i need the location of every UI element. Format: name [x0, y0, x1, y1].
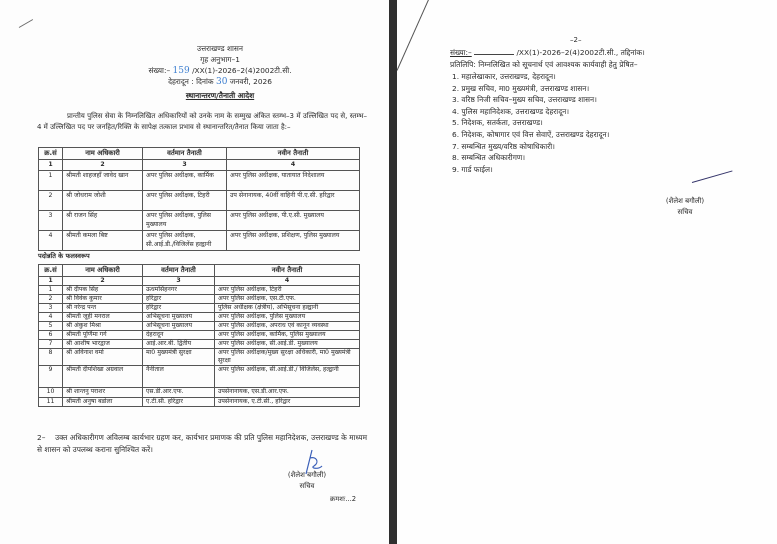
serial-number: 3 [39, 303, 63, 312]
current-posting: मा0 मुख्यमंत्री सुरक्षा [143, 349, 215, 366]
current-posting: ए.टी.सी. हरिद्वार [143, 397, 215, 406]
current-posting: ऊधमसिंहनगर [143, 285, 215, 294]
new-posting: अपर पुलिस अधीक्षक, प्रशिक्षण, पुलिस मुख्यालय [227, 231, 360, 251]
pen-mark [397, 0, 430, 71]
col-number: 1 [39, 276, 63, 285]
ref-suffix: /XX(1)-2026–2(4)2002टी.सी., तद्दिनांक। [516, 48, 645, 57]
table-row [39, 366, 360, 388]
officer-name: श्री आशीष भारद्वाज [63, 340, 143, 349]
officer-name: श्री शान्तनु पराशर [63, 388, 143, 397]
paragraph-number: 2– [37, 433, 46, 442]
col-number: 4 [227, 159, 360, 171]
serial-number: 5 [39, 321, 63, 330]
current-posting: अपर पुलिस अधीक्षक, टिहरी [143, 191, 227, 211]
officer-name: श्रीमती जूही मनराल [63, 312, 143, 321]
serial-number: 3 [39, 211, 63, 231]
ref-label: संख्या:– [450, 48, 472, 57]
signatory-title: सचिव [299, 482, 315, 490]
table-row [39, 231, 360, 251]
serial-number: 8 [39, 349, 63, 366]
officer-name: श्रीमती दीपशिखा अग्रवाल [63, 366, 143, 388]
signatory-block [262, 470, 352, 492]
copy-recipient-list [452, 71, 772, 175]
list-item: 7. सम्बन्धित मुख्य/वरिष्ठ कोषाधिकारी। [452, 141, 555, 151]
officer-name: श्री राजन सिंह [63, 211, 143, 231]
copy-reference [450, 47, 770, 71]
table-row [39, 312, 360, 321]
serial-number: 1 [39, 171, 63, 191]
col-header-new-posting: नवीन तैनाती [215, 265, 360, 277]
new-posting: अपर पुलिस अधीक्षक, सी.आई.डी. मुख्यालय [215, 340, 360, 349]
officer-name: श्री जोधराम जोशी [63, 191, 143, 211]
table-row [39, 321, 360, 330]
officer-name: श्री अंकुश मिश्रा [63, 321, 143, 330]
signatory-name: (शैलेश बगौली) [665, 197, 705, 205]
current-posting: अपर पुलिस अधीक्षक, कार्मिक [143, 171, 227, 191]
order-subject: स्थानान्तरण/तैनाती आदेश [185, 91, 255, 100]
new-posting: अपर पुलिस अधीक्षक/मुख्य सुरक्षा अधिकारी, मा0 मुख्यमंत्री सुरक्षा [215, 349, 360, 366]
col-header-name: नाम अधिकारी [63, 265, 143, 277]
handwritten-ref-number: 159 [172, 66, 190, 76]
list-item: 5. निदेशक, सतर्कता, उत्तराखण्ड। [452, 118, 543, 128]
list-item: 8. सम्बन्धित अधिकारीगण। [452, 153, 526, 163]
col-number: 3 [143, 276, 215, 285]
col-header-sn: क्र.सं [39, 265, 63, 277]
signatory-block [640, 196, 730, 218]
list-item: 9. गार्ड फाईल। [452, 164, 493, 174]
new-posting: अपर पुलिस अधीक्षक, सी.आई.डी./ विजिलेंस, हल्द्वानी [215, 366, 360, 388]
place-date [60, 76, 380, 87]
current-posting: अपर पुलिस अधीक्षक, पुलिस मुख्यालय [143, 211, 227, 231]
table-row [39, 388, 360, 397]
table-header-row [39, 148, 360, 160]
serial-number: 4 [39, 231, 63, 251]
new-posting: उपसेनानायक, एस.डी.आर.एफ. [215, 388, 360, 397]
new-posting: अपर पुलिस अधीक्षक, टिहरी [215, 285, 360, 294]
date-suffix: जनवरी, 2026 [229, 77, 272, 86]
new-posting: उप सेनानायक, 40वीं वाहिनी पी.ए.सी. हरिद्वार [227, 191, 360, 211]
page-number: –2– [570, 36, 582, 44]
officer-name: श्री अविनाश वर्मा [63, 349, 143, 366]
col-number: 1 [39, 159, 63, 171]
promotion-caption: पदोन्नति के फलस्वरूप [38, 252, 90, 260]
officer-name: श्रीमती कमला बिष्ट [63, 231, 143, 251]
handwritten-date: 30 [215, 77, 228, 87]
government-name: उत्तराखण्ड शासन [197, 44, 243, 53]
table-row [39, 331, 360, 340]
department-name: गृह अनुभाग–1 [200, 55, 240, 64]
serial-number: 4 [39, 312, 63, 321]
paragraph-text: उक्त अधिकारीगण अविलम्ब कार्यभार ग्रहण कर, कार्यभार प्रमाणक की प्रति पुलिस महानिदेशक, उत्तराखण्ड के माध्यम से शासन को उपलब्ध कराना सुनिश्चित करें। [37, 433, 367, 454]
promotion-table [38, 264, 360, 407]
serial-number: 11 [39, 397, 63, 406]
page-divider [389, 0, 397, 544]
serial-number: 1 [39, 285, 63, 294]
new-posting: अपर पुलिस अधीक्षक, कार्मिक, पुलिस मुख्यालय [215, 331, 360, 340]
officer-name: श्री विवेक कुमार [63, 294, 143, 303]
new-posting: उपसेनानायक, ए.टी.सी., हरिद्वार [215, 397, 360, 406]
col-header-current-posting: वर्तमान तैनाती [143, 265, 215, 277]
table-row [39, 285, 360, 294]
new-posting: अपर पुलिस अधीक्षक, यातायात निदेशालय [227, 171, 360, 191]
new-posting: अपर पुलिस अधीक्षक, अपराध एवं कानून व्यवस्था [215, 321, 360, 330]
table-row [39, 340, 360, 349]
current-posting: नैनीताल [143, 366, 215, 388]
officer-name: श्रीमती पूर्णिमा गर्ग [63, 331, 143, 340]
serial-number: 2 [39, 191, 63, 211]
serial-number: 10 [39, 388, 63, 397]
place-date-label: देहरादून : दिनांक [168, 77, 214, 86]
ref-suffix: /XX(1)-2026–2(4)2002टी.सी. [192, 66, 292, 75]
signatory-title: सचिव [677, 208, 693, 216]
col-number: 2 [63, 159, 143, 171]
column-number-row [39, 276, 360, 285]
table-row [39, 303, 360, 312]
copy-intro: प्रतिलिपि: निम्नलिखित को सूचनार्थ एवं आवश्यक कार्यवाही हेतु प्रेषित– [450, 60, 638, 69]
col-header-current-posting: वर्तमान तैनाती [143, 148, 227, 160]
new-posting: पुलिस अधीक्षक (क्षेत्रीय), अभिसूचना हल्द्वानी [215, 303, 360, 312]
new-posting: अपर पुलिस अधीक्षक, पी.ए.सी. मुख्यालय [227, 211, 360, 231]
current-posting: अभिसूचना मुख्यालय [143, 312, 215, 321]
table-row [39, 211, 360, 231]
ref-label: संख्या:– [148, 66, 171, 75]
list-item: 3. वरिष्ठ निजी सचिव–मुख्य सचिव, उत्तराखण्ड शासन। [452, 95, 597, 105]
transfer-table [38, 147, 360, 251]
list-item: 1. महालेखाकार, उत्तराखण्ड, देहरादून। [452, 72, 556, 81]
table-row [39, 191, 360, 211]
current-posting: हरिद्वार [143, 303, 215, 312]
current-posting: हरिद्वार [143, 294, 215, 303]
list-item: 4. पुलिस महानिदेशक, उत्तराखण्ड देहरादून। [452, 106, 570, 116]
officer-name: श्री नरेन्द्र पन्त [63, 303, 143, 312]
officer-name: श्रीमती शाहजहाँ जावेद खान [63, 171, 143, 191]
column-number-row [39, 159, 360, 171]
col-header-new-posting: नवीन तैनाती [227, 148, 360, 160]
intro-paragraph: प्रान्तीय पुलिस सेवा के निम्नलिखित अधिकारियों को उनके नाम के सम्मुख अंकित स्तम्भ–3 में उल्लिखित पद से, स्तम्भ–4 में उल्लिखित पद पर जनहित/रिक्ति के सापेक्ष तत्काल प्रभाव से स्थानान्तरित/तैनात किया जाता है:– [37, 112, 367, 131]
new-posting: अपर पुलिस अधीक्षक, एस.टी.एफ. [215, 294, 360, 303]
continued-marker: क्रमशः...2 [330, 495, 357, 503]
serial-number: 2 [39, 294, 63, 303]
col-number: 2 [63, 276, 143, 285]
serial-number: 6 [39, 331, 63, 340]
serial-number: 9 [39, 366, 63, 388]
current-posting: एस.डी.आर.एफ. [143, 388, 215, 397]
new-posting: अपर पुलिस अधीक्षक, पुलिस मुख्यालय [215, 312, 360, 321]
reference-number [60, 65, 380, 76]
current-posting: आई.आर.बी. द्वितीय [143, 340, 215, 349]
current-posting: देहरादून [143, 331, 215, 340]
signatory-name: (शैलेश बगौली) [287, 471, 327, 479]
current-posting: अपर पुलिस अधीक्षक, सी.आई.डी./विजिलेंस हल्द्वानी [143, 231, 227, 251]
table-row [39, 294, 360, 303]
pen-mark [19, 19, 33, 28]
table-header-row [39, 265, 360, 277]
table-row [39, 397, 360, 406]
document-header [60, 43, 380, 101]
table-row [39, 349, 360, 366]
officer-name: श्रीमती अनुषा बडोला [63, 397, 143, 406]
col-header-sn: क्र.सं [39, 148, 63, 160]
serial-number: 7 [39, 340, 63, 349]
list-item: 6. निदेशक, कोषागार एवं वित्त सेवाऐं, उत्तराखण्ड देहरादून। [452, 129, 610, 139]
table-row [39, 171, 360, 191]
current-posting: अभिसूचना मुख्यालय [143, 321, 215, 330]
blank-number [474, 54, 514, 55]
col-header-name: नाम अधिकारी [63, 148, 143, 160]
officer-name: श्री दीपक सिंह [63, 285, 143, 294]
col-number: 4 [215, 276, 360, 285]
list-item: 2. प्रमुख सचिव, मा0 मुख्यमंत्री, उत्तराखण्ड शासन। [452, 83, 590, 93]
col-number: 3 [143, 159, 227, 171]
